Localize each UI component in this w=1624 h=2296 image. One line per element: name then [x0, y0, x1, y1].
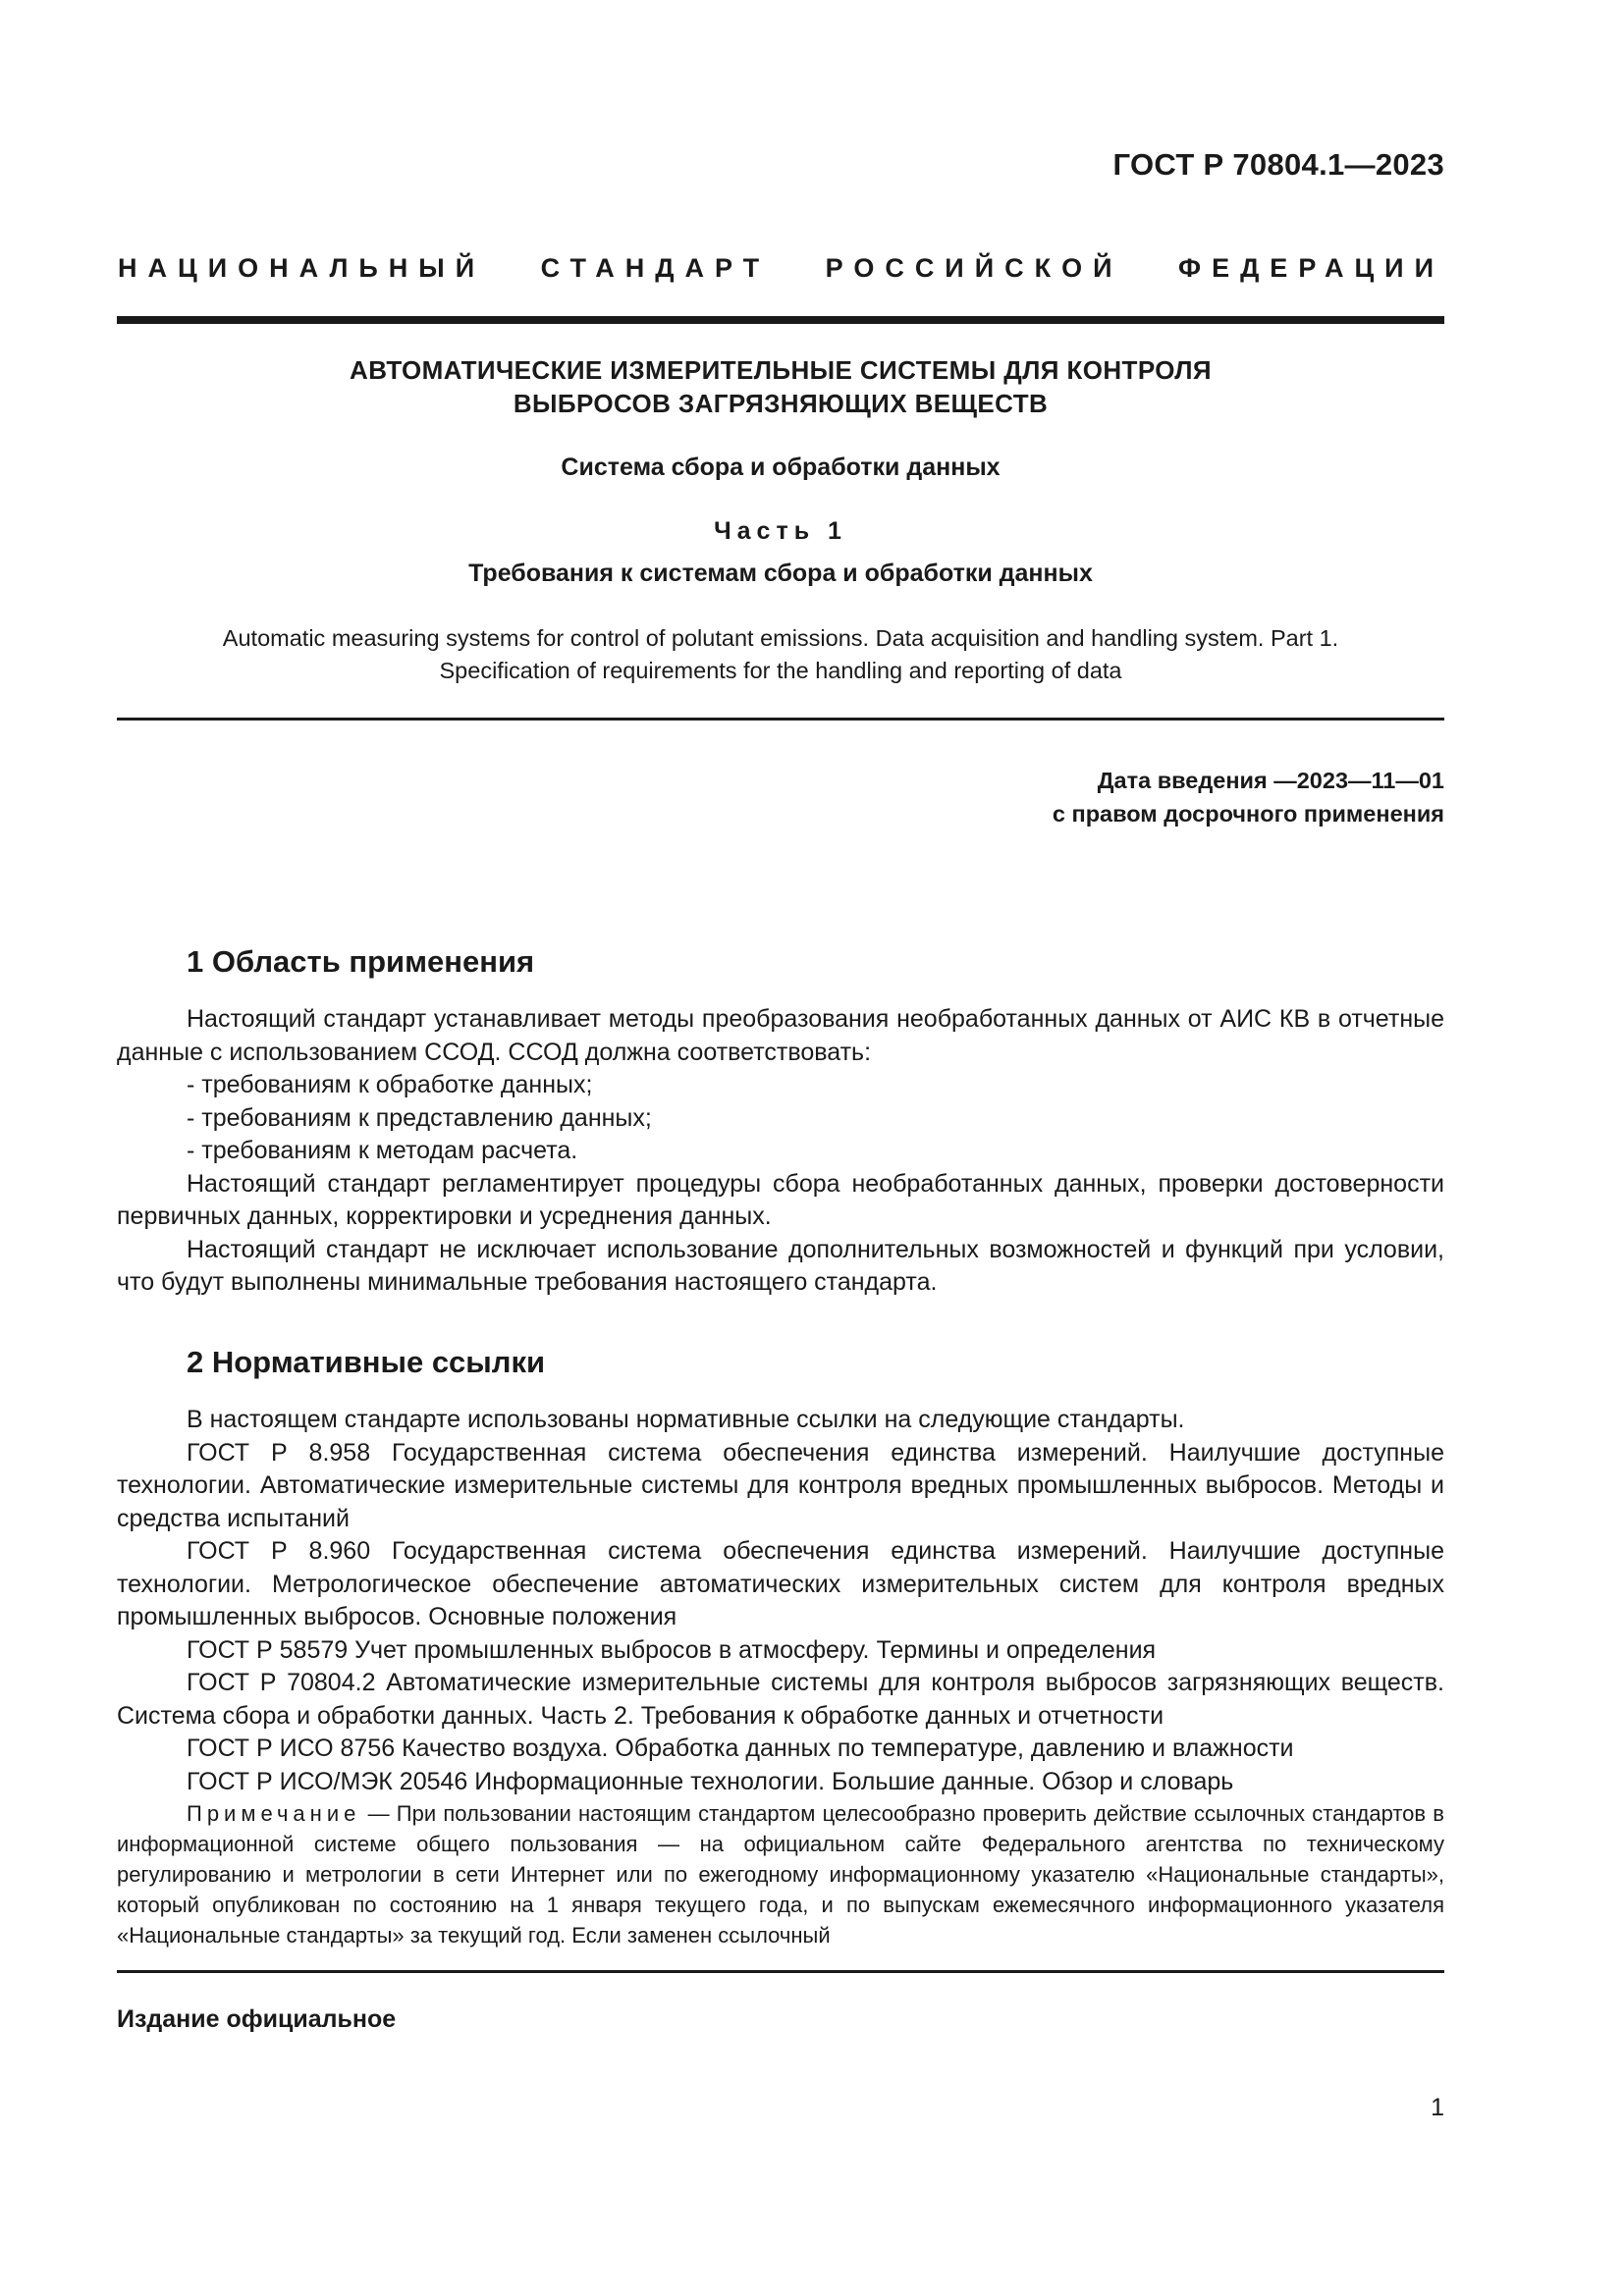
early-application-line: с правом досрочного применения [1052, 801, 1444, 827]
title-line-2: ВЫБРОСОВ ЗАГРЯЗНЯЮЩИХ ВЕЩЕСТВ [513, 389, 1049, 418]
list-item: - требованиям к методам расчета. [187, 1137, 578, 1164]
introduction-date [1053, 764, 1444, 830]
document-subtitle: Система сбора и обработки данных [561, 454, 1001, 481]
note-label: Примечание [187, 1801, 361, 1826]
paragraph: В настоящем стандарте использованы нормативные ссылки на следующие стандарты. [187, 1406, 1185, 1433]
english-title-line-1: Automatic measuring systems for control of polutant emissions. Data acquisition and handling system. Part 1. [222, 625, 1339, 651]
reference-item: ГОСТ Р 8.960 Государственная система обеспечения единства измерений. Наилучшие доступные технологии. Метрологическое обеспечение автоматических измерительных систем для контроля вредных промышленных выбросов. Основные положения [117, 1537, 1444, 1630]
document-title [117, 353, 1444, 420]
footer-divider [117, 1970, 1444, 1973]
national-standard-banner: НАЦИОНАЛЬНЫЙ СТАНДАРТ РОССИЙСКОЙ ФЕДЕРАЦИИ [118, 253, 1444, 283]
header-divider [117, 316, 1444, 324]
introduction-date-line: Дата введения —2023—11—01 [1097, 768, 1444, 793]
reference-item: ГОСТ Р 8.958 Государственная система обеспечения единства измерений. Наилучшие доступные технологии. Автоматические измерительные системы для контроля вредных промышленных выбросов. Методы и средства испытаний [117, 1438, 1444, 1532]
part-label: Часть 1 [714, 517, 847, 545]
paragraph: Настоящий стандарт устанавливает методы преобразования необработанных данных от АИС КВ в отчетные данные с использованием ССОД. ССОД должна соответствовать: [117, 1005, 1444, 1066]
title-divider [117, 718, 1444, 721]
paragraph: Настоящий стандарт регламентирует процедуры сбора необработанных данных, проверки достоверности первичных данных, корректировки и усреднения данных. [117, 1169, 1444, 1230]
reference-item: ГОСТ Р ИСО/МЭК 20546 Информационные технологии. Большие данные. Обзор и словарь [187, 1767, 1234, 1795]
list-item: - требованиям к обработке данных; [187, 1071, 593, 1098]
part-title: Требования к системам сбора и обработки данных [468, 560, 1093, 587]
reference-item: ГОСТ Р ИСО 8756 Качество воздуха. Обработка данных по температуре, давлению и влажности [187, 1735, 1294, 1762]
document-code: ГОСТ Р 70804.1—2023 [1112, 147, 1444, 182]
reference-item: ГОСТ Р 58579 Учет промышленных выбросов в атмосферу. Термины и определения [187, 1635, 1157, 1664]
title-line-1: АВТОМАТИЧЕСКИЕ ИЗМЕРИТЕЛЬНЫЕ СИСТЕМЫ ДЛЯ КОНТРОЛЯ [350, 355, 1212, 385]
list-item: - требованиям к представлению данных; [187, 1103, 652, 1132]
edition-label: Издание официальное [117, 2005, 397, 2033]
section-normative-references [117, 1343, 1444, 1950]
note [117, 1798, 1444, 1950]
section-scope [117, 942, 1444, 1300]
note-text: — При пользовании настоящим стандартом целесообразно проверить действие ссылочных стандартов в информационной системе общего пользования — на официальном сайте Федерального агентства по техническому регулированию и метрологии в сети Интернет или по ежегодному информационному указателю «Национальные стандарты», который опубликован по состоянию на 1 января текущего года, и по выпускам ежемесячного информационного указателя «Национальные стандарты» за текущий год. Если заменен ссылочный [117, 1801, 1444, 1948]
section-heading: 2 Нормативные ссылки [187, 1345, 546, 1379]
paragraph: Настоящий стандарт не исключает использование дополнительных возможностей и функций при условии, что будут выполнены минимальные требования настоящего стандарта. [117, 1235, 1444, 1296]
english-title [117, 622, 1444, 687]
section-heading: 1 Область применения [187, 944, 535, 979]
reference-item: ГОСТ Р 70804.2 Автоматические измерительные системы для контроля выбросов загрязняющих веществ. Система сбора и обработки данных. Часть 2. Требования к обработке данных и отчетности [117, 1669, 1444, 1730]
page-number: 1 [1431, 2094, 1444, 2121]
english-title-line-2: Specification of requirements for the handling and reporting of data [439, 658, 1122, 683]
